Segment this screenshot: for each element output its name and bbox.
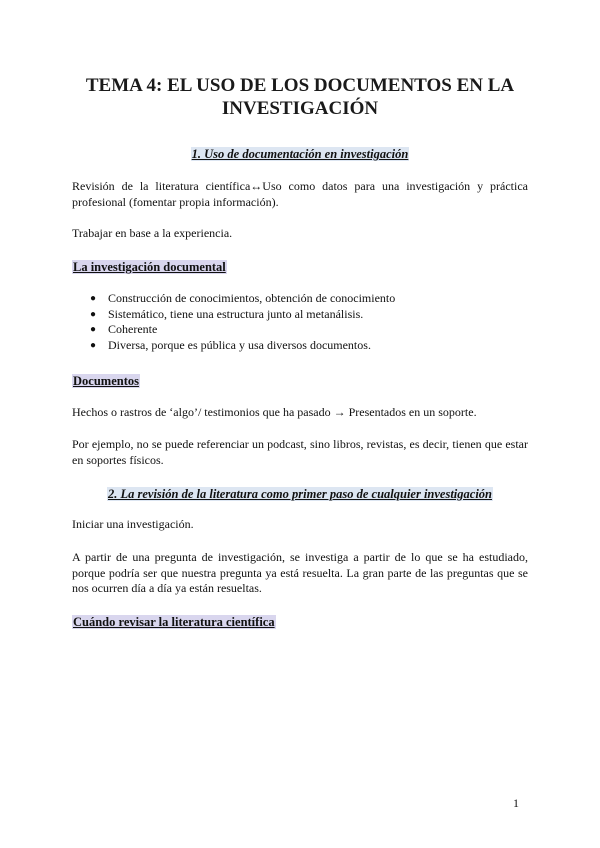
title-line-1: TEMA 4: EL USO DE LOS DOCUMENTOS EN LA — [85, 75, 515, 96]
document-title — [60, 74, 540, 120]
bullet-icon: ● — [90, 293, 97, 304]
list-item-text: Construcción de conocimientos, obtención de conocimiento — [108, 291, 396, 305]
bullet-icon: ● — [90, 324, 97, 335]
section-2-heading-text: 2. La revisión de la literatura como primer paso de cualquier investigación — [107, 487, 493, 501]
section-2-paragraph-1: Iniciar una investigación. — [72, 517, 194, 531]
cuando-revisar-heading — [72, 614, 276, 630]
bullet-icon: ● — [90, 308, 97, 320]
bullet-icon: ● — [90, 339, 97, 351]
list-item-text: Diversa, porque es pública y usa diversos documentos. — [108, 337, 371, 352]
list-item-text: Coherente — [108, 322, 158, 336]
section-1-heading-text: 1. Uso de documentación en investigación — [191, 147, 409, 161]
section-1-heading — [72, 146, 528, 162]
documentos-heading-text: Documentos — [73, 374, 139, 388]
documentos-paragraph-1: Hechos o rastros de ‘algo’/ testimonios que ha pasado → Presentados en un soporte. — [72, 405, 477, 419]
list-item — [72, 291, 528, 307]
investigacion-documental-heading-text: La investigación documental — [73, 260, 226, 274]
investigacion-documental-heading — [72, 259, 227, 275]
title-line-2: INVESTIGACIÓN — [221, 98, 379, 119]
list-item — [72, 322, 528, 338]
documentos-heading — [72, 373, 140, 389]
list-item — [72, 338, 528, 354]
section-2-heading — [72, 486, 528, 502]
list-item — [72, 307, 528, 323]
section-2-paragraph-2: A partir de una pregunta de investigación, se investiga a partir de lo que se ha estudiado, porque podría ser que nuestra pregunta ya está resuelta. La gran parte de las preguntas que se nos ocurren día a día ya están resueltas. — [72, 550, 528, 595]
list-item-text: Sistemático, tiene una estructura junto al metanálisis. — [108, 306, 364, 321]
page-number: 1 — [513, 796, 519, 810]
section-1-paragraph-1: Revisión de la literatura científica↔Uso como datos para una investigación y práctica profesional (fomentar propia información). — [72, 179, 528, 209]
cuando-revisar-heading-text: Cuándo revisar la literatura científica — [73, 615, 275, 629]
section-1-paragraph-2: Trabajar en base a la experiencia. — [72, 226, 233, 240]
documentos-paragraph-2: Por ejemplo, no se puede referenciar un podcast, sino libros, revistas, es decir, tienen que estar en soportes físicos. — [72, 437, 528, 467]
investigacion-documental-list — [72, 291, 528, 353]
